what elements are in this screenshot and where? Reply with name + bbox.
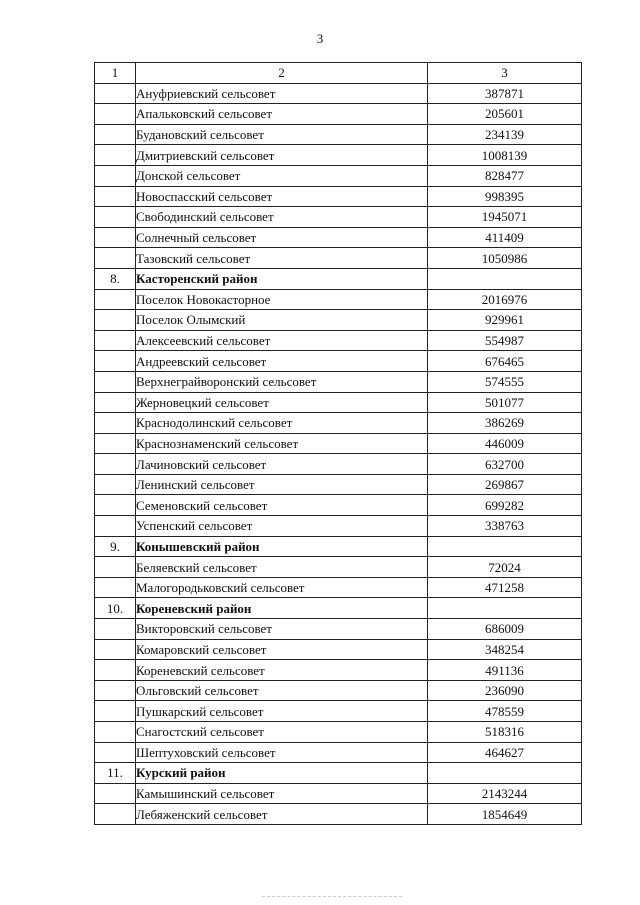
row-number-cell	[95, 145, 136, 166]
table-row	[95, 207, 582, 228]
amount-cell: 574555	[428, 371, 582, 392]
table-body	[95, 63, 582, 825]
table-row	[95, 310, 582, 331]
row-number-cell	[95, 330, 136, 351]
row-number-cell	[95, 371, 136, 392]
district-name-cell: Курский район	[136, 763, 428, 784]
district-row	[95, 536, 582, 557]
settlement-name-cell: Камышинский сельсовет	[136, 783, 428, 804]
settlement-name-cell: Дмитриевский сельсовет	[136, 145, 428, 166]
amount-cell: 387871	[428, 83, 582, 104]
table-row	[95, 454, 582, 475]
amount-cell: 205601	[428, 104, 582, 125]
table-row	[95, 577, 582, 598]
row-number-cell	[95, 165, 136, 186]
amount-cell: 501077	[428, 392, 582, 413]
settlement-name-cell: Поселок Новокасторное	[136, 289, 428, 310]
settlement-name-cell: Ленинский сельсовет	[136, 474, 428, 495]
amount-cell: 998395	[428, 186, 582, 207]
row-number-cell	[95, 495, 136, 516]
amount-cell: 2016976	[428, 289, 582, 310]
table-row	[95, 680, 582, 701]
settlement-name-cell: Успенский сельсовет	[136, 516, 428, 537]
amount-cell: 446009	[428, 433, 582, 454]
district-row	[95, 763, 582, 784]
row-number-cell	[95, 433, 136, 454]
row-number-cell	[95, 207, 136, 228]
budget-table	[94, 62, 582, 825]
row-number-cell	[95, 660, 136, 681]
row-number-cell	[95, 186, 136, 207]
amount-cell: 1854649	[428, 804, 582, 825]
row-number-cell: 11.	[95, 763, 136, 784]
amount-cell: 411409	[428, 227, 582, 248]
table-row	[95, 516, 582, 537]
table-row	[95, 227, 582, 248]
settlement-name-cell: Краснознаменский сельсовет	[136, 433, 428, 454]
settlement-name-cell: Малогородьковский сельсовет	[136, 577, 428, 598]
settlement-name-cell: Семеновский сельсовет	[136, 495, 428, 516]
row-number-cell	[95, 701, 136, 722]
row-number-cell	[95, 413, 136, 434]
page-bottom-edge	[262, 896, 402, 901]
settlement-name-cell: Тазовский сельсовет	[136, 248, 428, 269]
amount-cell: 1945071	[428, 207, 582, 228]
table-row	[95, 433, 582, 454]
table-row	[95, 660, 582, 681]
amount-cell	[428, 268, 582, 289]
amount-cell: 386269	[428, 413, 582, 434]
row-number-cell: 9.	[95, 536, 136, 557]
settlement-name-cell: Беляевский сельсовет	[136, 557, 428, 578]
settlement-name-cell: Поселок Олымский	[136, 310, 428, 331]
amount-cell: 518316	[428, 722, 582, 743]
table-row	[95, 289, 582, 310]
settlement-name-cell: Апальковский сельсовет	[136, 104, 428, 125]
amount-cell: 676465	[428, 351, 582, 372]
amount-cell: 464627	[428, 742, 582, 763]
row-number-cell	[95, 83, 136, 104]
row-number-cell	[95, 454, 136, 475]
settlement-name-cell: Жерновецкий сельсовет	[136, 392, 428, 413]
settlement-name-cell: Андреевский сельсовет	[136, 351, 428, 372]
row-number-cell	[95, 577, 136, 598]
amount-cell: 828477	[428, 165, 582, 186]
amount-cell	[428, 598, 582, 619]
settlement-name-cell: Шептуховский сельсовет	[136, 742, 428, 763]
district-name-cell: Кореневский район	[136, 598, 428, 619]
amount-cell: 471258	[428, 577, 582, 598]
row-number-cell	[95, 804, 136, 825]
row-number-cell	[95, 742, 136, 763]
settlement-name-cell: Лебяженский сельсовет	[136, 804, 428, 825]
row-number-cell	[95, 392, 136, 413]
table-row	[95, 619, 582, 640]
table-row	[95, 124, 582, 145]
table-row	[95, 248, 582, 269]
settlement-name-cell: Солнечный сельсовет	[136, 227, 428, 248]
amount-cell: 234139	[428, 124, 582, 145]
table-row	[95, 639, 582, 660]
amount-cell: 338763	[428, 516, 582, 537]
settlement-name-cell: Верхнеграйворонский сельсовет	[136, 371, 428, 392]
table-row	[95, 351, 582, 372]
settlement-name-cell: Алексеевский сельсовет	[136, 330, 428, 351]
table-row	[95, 804, 582, 825]
row-number-cell	[95, 722, 136, 743]
row-number-cell	[95, 783, 136, 804]
table-row	[95, 330, 582, 351]
row-number-cell	[95, 289, 136, 310]
row-number-cell	[95, 680, 136, 701]
row-number-cell	[95, 557, 136, 578]
table-row	[95, 186, 582, 207]
amount-cell: 1008139	[428, 145, 582, 166]
table-header-row	[95, 63, 582, 84]
row-number-cell	[95, 124, 136, 145]
table-row	[95, 83, 582, 104]
settlement-name-cell: Снагостский сельсовет	[136, 722, 428, 743]
settlement-name-cell: Краснодолинский сельсовет	[136, 413, 428, 434]
amount-cell: 491136	[428, 660, 582, 681]
settlement-name-cell: Викторовский сельсовет	[136, 619, 428, 640]
settlement-name-cell: Ольговский сельсовет	[136, 680, 428, 701]
district-row	[95, 268, 582, 289]
amount-cell: 554987	[428, 330, 582, 351]
row-number-cell	[95, 474, 136, 495]
row-number-cell	[95, 248, 136, 269]
settlement-name-cell: Комаровский сельсовет	[136, 639, 428, 660]
table-row	[95, 557, 582, 578]
header-cell-value: 3	[428, 63, 582, 84]
amount-cell: 686009	[428, 619, 582, 640]
amount-cell: 236090	[428, 680, 582, 701]
table-row	[95, 783, 582, 804]
row-number-cell	[95, 516, 136, 537]
row-number-cell	[95, 351, 136, 372]
table-row	[95, 392, 582, 413]
row-number-cell	[95, 104, 136, 125]
header-cell-name: 2	[136, 63, 428, 84]
table-row	[95, 474, 582, 495]
settlement-name-cell: Лачиновский сельсовет	[136, 454, 428, 475]
row-number-cell: 8.	[95, 268, 136, 289]
table-row	[95, 742, 582, 763]
table-row	[95, 165, 582, 186]
table-row	[95, 722, 582, 743]
amount-cell	[428, 536, 582, 557]
row-number-cell	[95, 227, 136, 248]
table-row	[95, 495, 582, 516]
settlement-name-cell: Кореневский сельсовет	[136, 660, 428, 681]
district-name-cell: Конышевский район	[136, 536, 428, 557]
settlement-name-cell: Будановский сельсовет	[136, 124, 428, 145]
amount-cell: 348254	[428, 639, 582, 660]
amount-cell: 929961	[428, 310, 582, 331]
header-cell-number: 1	[95, 63, 136, 84]
table-row	[95, 413, 582, 434]
amount-cell: 269867	[428, 474, 582, 495]
amount-cell: 699282	[428, 495, 582, 516]
table-row	[95, 145, 582, 166]
row-number-cell: 10.	[95, 598, 136, 619]
row-number-cell	[95, 619, 136, 640]
settlement-name-cell: Донской сельсовет	[136, 165, 428, 186]
page-number: 3	[316, 31, 324, 46]
amount-cell: 632700	[428, 454, 582, 475]
district-row	[95, 598, 582, 619]
settlement-name-cell: Пушкарский сельсовет	[136, 701, 428, 722]
row-number-cell	[95, 310, 136, 331]
table-row	[95, 104, 582, 125]
district-name-cell: Касторенский район	[136, 268, 428, 289]
settlement-name-cell: Новоспасский сельсовет	[136, 186, 428, 207]
settlement-name-cell: Ануфриевский сельсовет	[136, 83, 428, 104]
amount-cell	[428, 763, 582, 784]
row-number-cell	[95, 639, 136, 660]
table-row	[95, 371, 582, 392]
amount-cell: 2143244	[428, 783, 582, 804]
amount-cell: 478559	[428, 701, 582, 722]
amount-cell: 1050986	[428, 248, 582, 269]
settlement-name-cell: Свободинский сельсовет	[136, 207, 428, 228]
amount-cell: 72024	[428, 557, 582, 578]
table-row	[95, 701, 582, 722]
